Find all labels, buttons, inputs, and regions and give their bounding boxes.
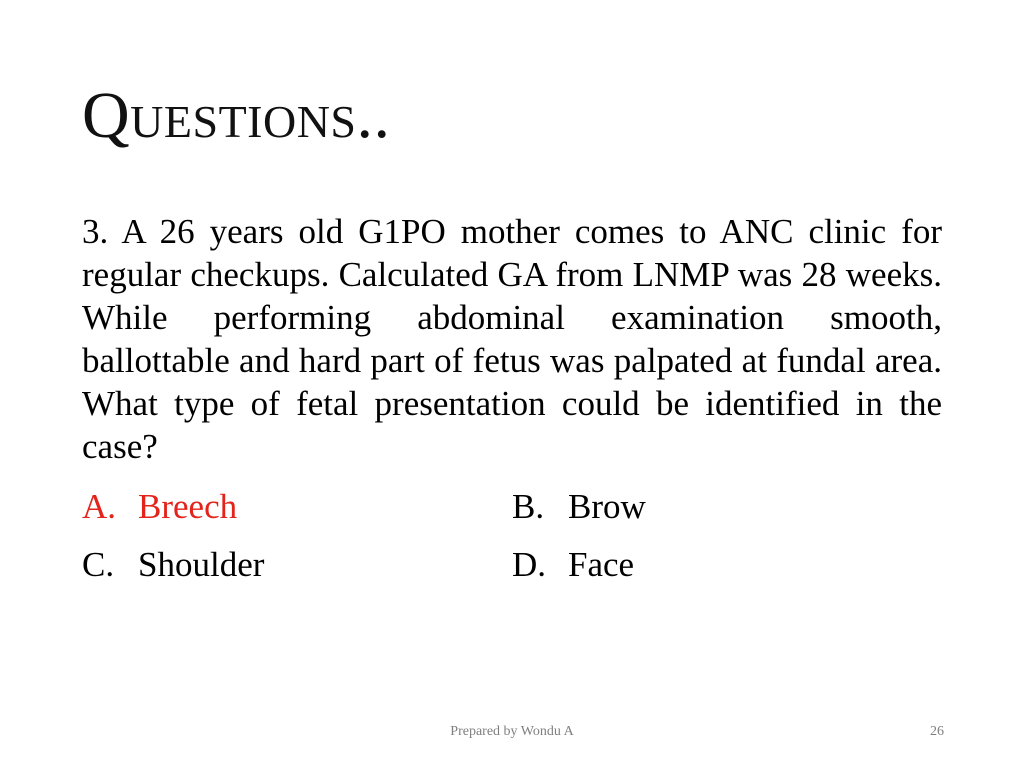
answer-options (82, 478, 942, 594)
option-a-letter: A. (82, 487, 117, 526)
option-a (82, 478, 512, 536)
option-c (82, 536, 512, 594)
slide-title: Questions.. (82, 79, 391, 152)
footer-author: Prepared by Wondu A (450, 724, 574, 739)
option-b-text: Brow (568, 487, 646, 526)
option-d (512, 536, 942, 594)
question-text: 3. A 26 years old G1PO mother comes to ANC clinic for regular checkups. Calculated GA from LNMP was 28 weeks. While performing abdominal examination smooth, ballottable and hard part of fetus was palpated at fundal area. What type of fetal presentation could be identified in the case? (82, 212, 942, 466)
option-d-letter: D. (512, 545, 547, 584)
option-b-letter: B. (512, 487, 545, 526)
option-a-text: Breech (138, 487, 238, 526)
page-number: 26 (930, 724, 944, 739)
options-row-1 (82, 478, 942, 536)
option-c-letter: C. (82, 545, 115, 584)
options-row-2 (82, 536, 942, 594)
option-c-text: Shoulder (138, 545, 265, 584)
option-b (512, 478, 942, 536)
option-d-text: Face (568, 545, 635, 584)
